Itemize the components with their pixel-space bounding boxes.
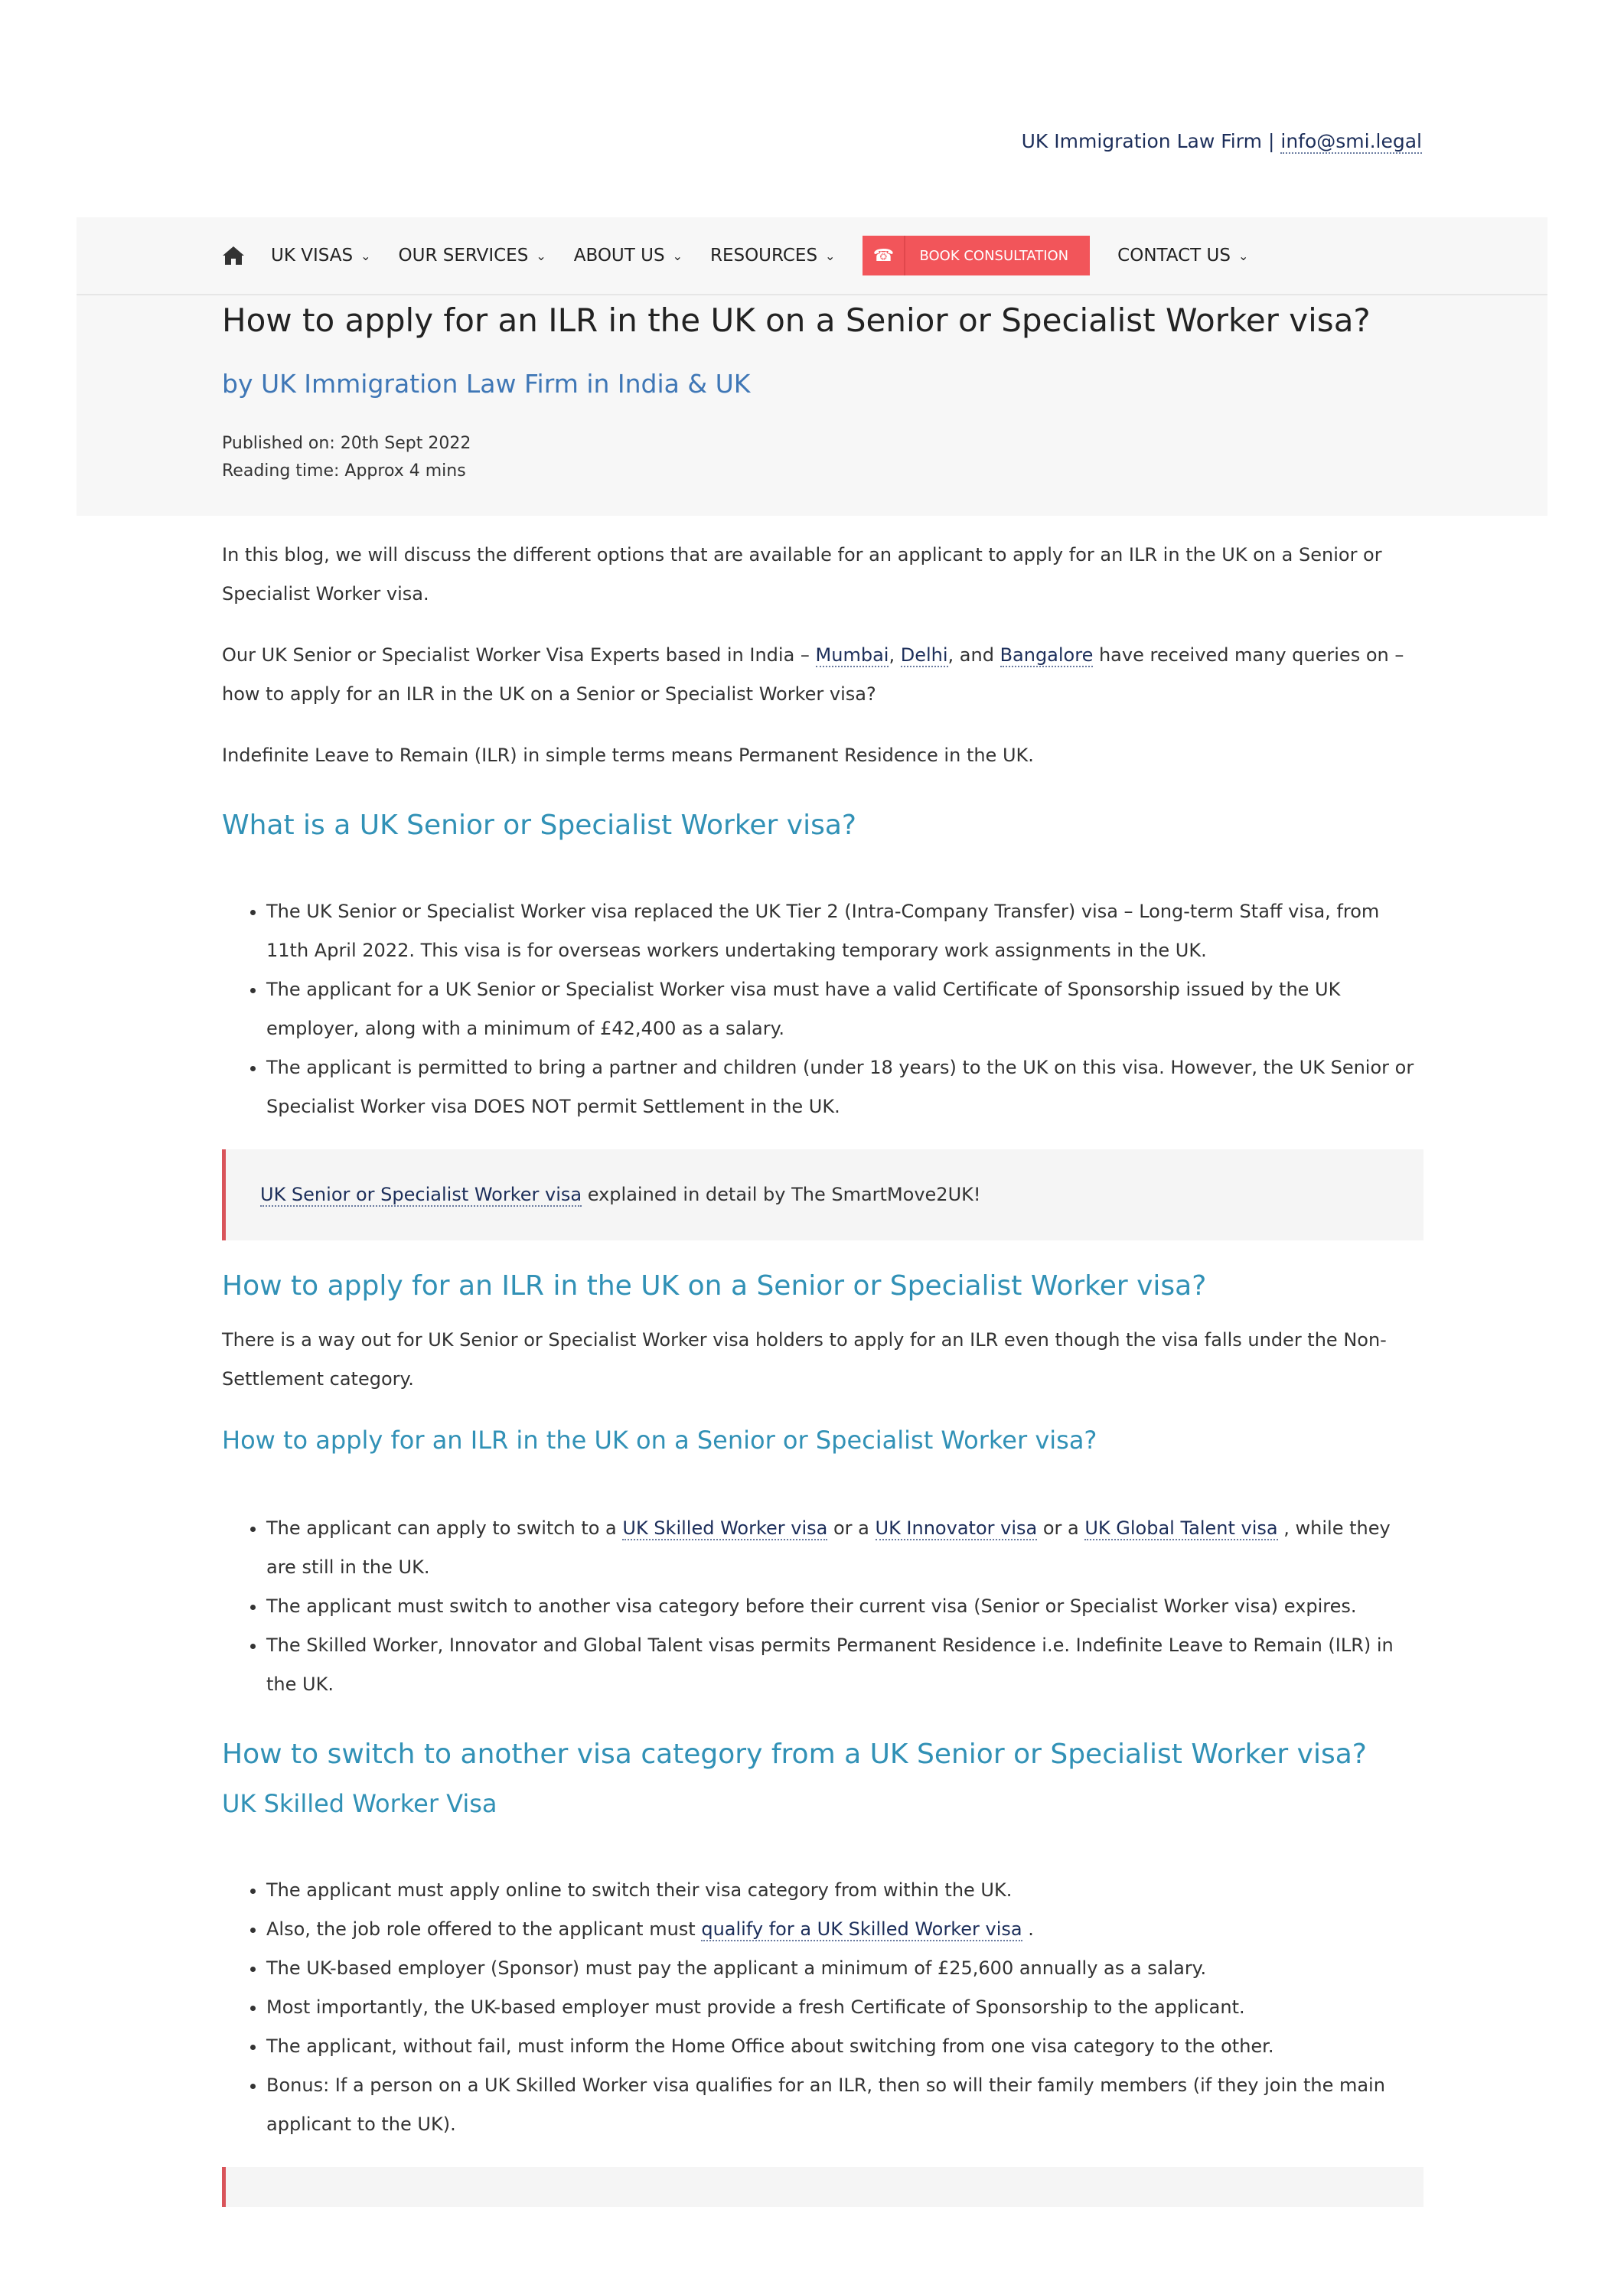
article-meta	[222, 430, 471, 485]
main-nav	[77, 217, 1547, 295]
experts-paragraph	[222, 636, 1423, 714]
switch-options-list	[222, 1509, 1423, 1704]
page-header	[77, 217, 1547, 516]
text: or a	[827, 1517, 876, 1539]
list-item	[266, 1509, 1423, 1587]
chevron-down-icon: ⌄	[672, 248, 683, 263]
section-heading: How to apply for an ILR in the UK on a Senior or Specialist Worker visa?	[222, 1270, 1207, 1302]
list-item: • The applicant, without fail, must inform the Home Office about switching from one visa category to the other.	[266, 2027, 1423, 2066]
section-heading: How to switch to another visa category from a UK Senior or Specialist Worker visa?	[222, 1739, 1367, 1770]
senior-specialist-link[interactable]: UK Senior or Specialist Worker visa	[260, 1184, 582, 1205]
chevron-down-icon: ⌄	[1238, 248, 1249, 263]
nav-label: ABOUT US	[573, 246, 665, 266]
callout-box	[222, 1149, 1423, 1240]
subsection-heading: UK Skilled Worker Visa	[222, 1789, 497, 1818]
ilr-definition: Indefinite Leave to Remain (ILR) in simple terms means Permanent Residence in the UK.	[222, 745, 1034, 766]
way-out-paragraph: There is a way out for UK Senior or Specialist Worker visa holders to apply for an ILR even though the visa falls under the Non-Settlement category.	[222, 1329, 1387, 1390]
chevron-down-icon: ⌄	[536, 248, 546, 263]
skilled-worker-list	[222, 1871, 1423, 2144]
list-item: • The Skilled Worker, Innovator and Global Talent visas permits Permanent Residence i.e. Indefinite Leave to Remain (ILR) in the UK.	[266, 1626, 1423, 1704]
list-item: • The applicant is permitted to bring a partner and children (under 18 years) to the UK on this visa. However, the UK Senior or Specialist Worker visa DOES NOT permit Settlement in the UK.	[266, 1048, 1423, 1126]
list-item	[266, 1910, 1423, 1949]
page-title: How to apply for an ILR in the UK on a Senior or Specialist Worker visa?	[222, 301, 1371, 339]
visa-facts-list	[222, 892, 1423, 1126]
text: Our UK Senior or Specialist Worker Visa Experts based in India –	[222, 644, 816, 666]
list-item: • The applicant must apply online to switch their visa category from within the UK.	[266, 1871, 1423, 1910]
bangalore-link[interactable]: Bangalore	[1000, 644, 1094, 666]
text: The applicant can apply to switch to a	[266, 1517, 623, 1539]
list-item: • The UK Senior or Specialist Worker visa replaced the UK Tier 2 (Intra-Company Transfer) visa – Long-term Staff visa, from 11th April 2022. This visa is for overseas workers undertaking temporary work assignments in the UK.	[266, 892, 1423, 970]
firm-name: UK Immigration Law Firm	[1021, 130, 1262, 152]
text: ,	[889, 644, 901, 666]
chevron-down-icon: ⌄	[360, 248, 371, 263]
section-heading: What is a UK Senior or Specialist Worker visa?	[222, 810, 857, 841]
qualify-skilled-worker-link[interactable]: qualify for a UK Skilled Worker visa	[701, 1918, 1022, 1940]
delhi-link[interactable]: Delhi	[900, 644, 948, 666]
text: .	[1022, 1918, 1034, 1940]
innovator-link[interactable]: UK Innovator visa	[875, 1517, 1038, 1539]
list-item: • Bonus: If a person on a UK Skilled Worker visa qualifies for an ILR, then so will their family members (if they join the main applicant to the UK).	[266, 2066, 1423, 2144]
topbar-separator: |	[1267, 130, 1275, 152]
text: have received many queries on – how to apply for an ILR in the UK on a Senior or Specialist Worker visa?	[222, 644, 1404, 705]
nav-label: UK VISAS	[271, 246, 354, 266]
mumbai-link[interactable]: Mumbai	[815, 644, 889, 666]
text: or a	[1037, 1517, 1085, 1539]
nav-about-us[interactable]	[574, 246, 683, 266]
intro-paragraph: In this blog, we will discuss the different options that are available for an applicant to apply for an ILR in the UK on a Senior or Specialist Worker visa.	[222, 544, 1382, 605]
global-talent-link[interactable]: UK Global Talent visa	[1084, 1517, 1278, 1539]
nav-our-services[interactable]	[399, 246, 546, 266]
article-body	[222, 536, 1423, 2207]
callout-box	[222, 2167, 1423, 2207]
nav-resources[interactable]	[710, 246, 835, 266]
nav-label: RESOURCES	[709, 246, 818, 266]
text: Also, the job role offered to the applicant must	[266, 1918, 702, 1940]
subsection-heading: How to apply for an ILR in the UK on a Senior or Specialist Worker visa?	[222, 1426, 1097, 1455]
skilled-worker-link[interactable]: UK Skilled Worker visa	[622, 1517, 828, 1539]
headset-icon: ☎	[863, 236, 905, 275]
nav-label: OUR SERVICES	[398, 246, 529, 266]
email-link[interactable]: info@smi.legal	[1280, 130, 1422, 152]
nav-uk-visas[interactable]	[271, 246, 371, 266]
book-consultation-label: BOOK CONSULTATION	[919, 247, 1069, 264]
list-item: • Most importantly, the UK-based employer must provide a fresh Certificate of Sponsorship to the applicant.	[266, 1988, 1423, 2027]
reading-time: Reading time: Approx 4 mins	[222, 461, 466, 481]
text: , and	[947, 644, 1000, 666]
list-item: • The UK-based employer (Sponsor) must pay the applicant a minimum of £25,600 annually as a salary.	[266, 1949, 1423, 1988]
callout-text: explained in detail by The SmartMove2UK!	[582, 1184, 981, 1205]
text: , while they are still in the UK.	[266, 1517, 1391, 1578]
home-icon[interactable]	[222, 245, 245, 266]
nav-contact-us[interactable]	[1117, 246, 1248, 266]
topbar	[1022, 130, 1422, 152]
chevron-down-icon: ⌄	[825, 248, 836, 263]
list-item: • The applicant must switch to another visa category before their current visa (Senior or Specialist Worker visa) expires.	[266, 1587, 1423, 1626]
nav-label: CONTACT US	[1117, 246, 1231, 266]
byline: by UK Immigration Law Firm in India & UK	[222, 369, 751, 399]
list-item: • The applicant for a UK Senior or Specialist Worker visa must have a valid Certificate of Sponsorship issued by the UK employer, along with a minimum of £42,400 as a salary.	[266, 970, 1423, 1048]
book-consultation-button[interactable]	[863, 236, 1090, 275]
published-date: Published on: 20th Sept 2022	[222, 434, 471, 453]
